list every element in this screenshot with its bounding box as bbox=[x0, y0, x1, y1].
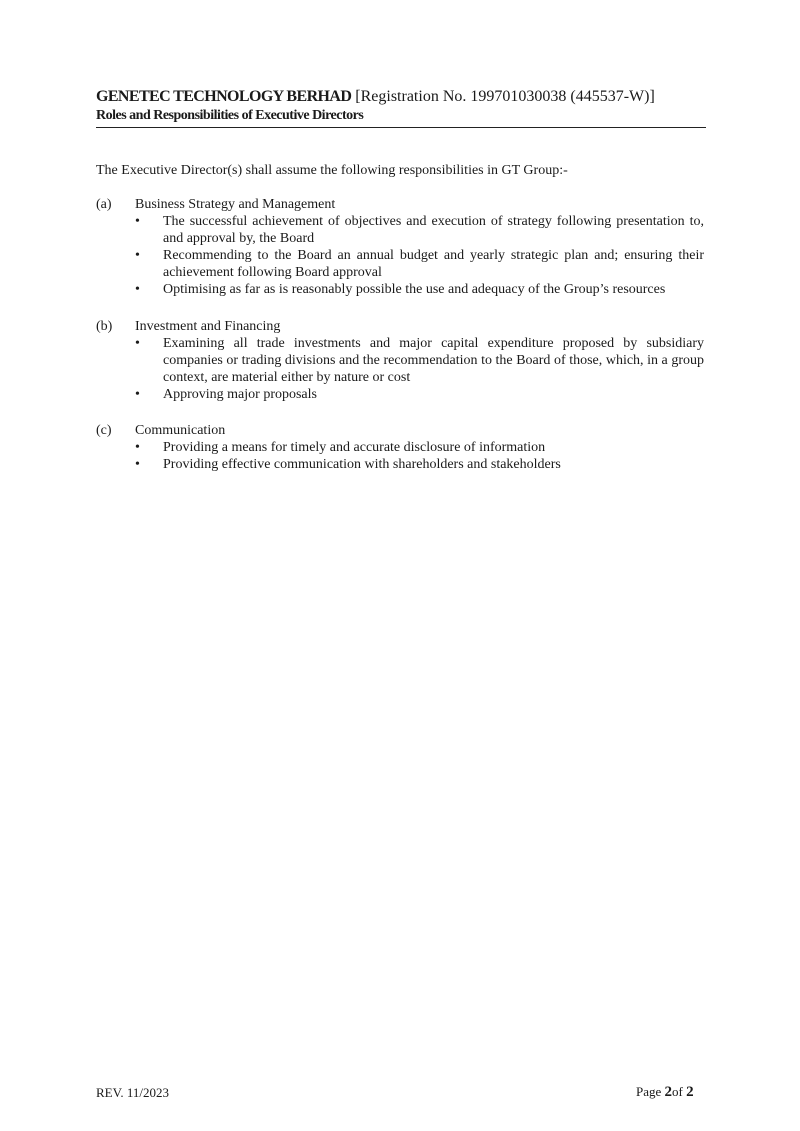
section-heading bbox=[96, 196, 704, 213]
section-letter: (c) bbox=[96, 423, 112, 438]
section-letter: (a) bbox=[96, 197, 112, 212]
bullet-icon: • bbox=[135, 440, 140, 455]
bullet-text: Optimising as far as is reasonably possible the use and adequacy of the Group’s resources bbox=[163, 282, 666, 297]
page-number bbox=[636, 1083, 694, 1101]
list-item bbox=[135, 281, 704, 298]
page-current: 2 bbox=[664, 1084, 673, 1100]
list-item bbox=[135, 456, 704, 473]
bullet-text: Examining all trade investments and major capital expenditure proposed by subsidiary companies or trading divisions and the recommendation to the Board of those, which, in a group context, are material either by nature or cost bbox=[163, 336, 704, 385]
section-a bbox=[96, 196, 704, 298]
bullet-list bbox=[96, 335, 704, 403]
bullet-list bbox=[96, 439, 704, 473]
section-c bbox=[96, 422, 704, 473]
bullet-icon: • bbox=[135, 214, 140, 229]
list-item bbox=[135, 439, 704, 456]
bullet-text: The successful achievement of objectives and execution of strategy following presentation to, and approval by, the Board bbox=[163, 214, 704, 246]
registration-number: [Registration No. 199701030038 (445537-W)] bbox=[355, 88, 655, 105]
header-line bbox=[96, 87, 706, 107]
list-item bbox=[135, 386, 704, 403]
list-item bbox=[135, 247, 704, 281]
section-title: Communication bbox=[135, 423, 226, 438]
revision-label: REV. 11/2023 bbox=[96, 1085, 169, 1100]
bullet-text: Providing a means for timely and accurate disclosure of information bbox=[163, 440, 546, 455]
list-item bbox=[135, 213, 704, 247]
section-heading bbox=[96, 318, 704, 335]
document-header bbox=[96, 87, 706, 128]
bullet-text: Approving major proposals bbox=[163, 387, 317, 402]
section-heading bbox=[96, 422, 704, 439]
section-title: Investment and Financing bbox=[135, 319, 281, 334]
page-of: of bbox=[672, 1084, 683, 1099]
bullet-text: Recommending to the Board an annual budget and yearly strategic plan and; ensuring their achievement following Board approval bbox=[163, 248, 704, 280]
page-total: 2 bbox=[686, 1084, 694, 1100]
bullet-list bbox=[96, 213, 704, 298]
bullet-icon: • bbox=[135, 248, 140, 263]
bullet-icon: • bbox=[135, 282, 140, 297]
bullet-icon: • bbox=[135, 457, 140, 472]
document-subtitle: Roles and Responsibilities of Executive Directors bbox=[96, 108, 364, 123]
section-b bbox=[96, 318, 704, 403]
section-title: Business Strategy and Management bbox=[135, 197, 336, 212]
list-item bbox=[135, 335, 704, 386]
page-word: Page bbox=[636, 1084, 662, 1099]
intro-paragraph: The Executive Director(s) shall assume the following responsibilities in GT Group:- bbox=[96, 163, 568, 178]
bullet-icon: • bbox=[135, 387, 140, 402]
bullet-icon: • bbox=[135, 336, 140, 351]
bullet-text: Providing effective communication with shareholders and stakeholders bbox=[163, 457, 561, 472]
company-name: GENETEC TECHNOLOGY BERHAD bbox=[96, 88, 352, 105]
section-letter: (b) bbox=[96, 319, 113, 334]
